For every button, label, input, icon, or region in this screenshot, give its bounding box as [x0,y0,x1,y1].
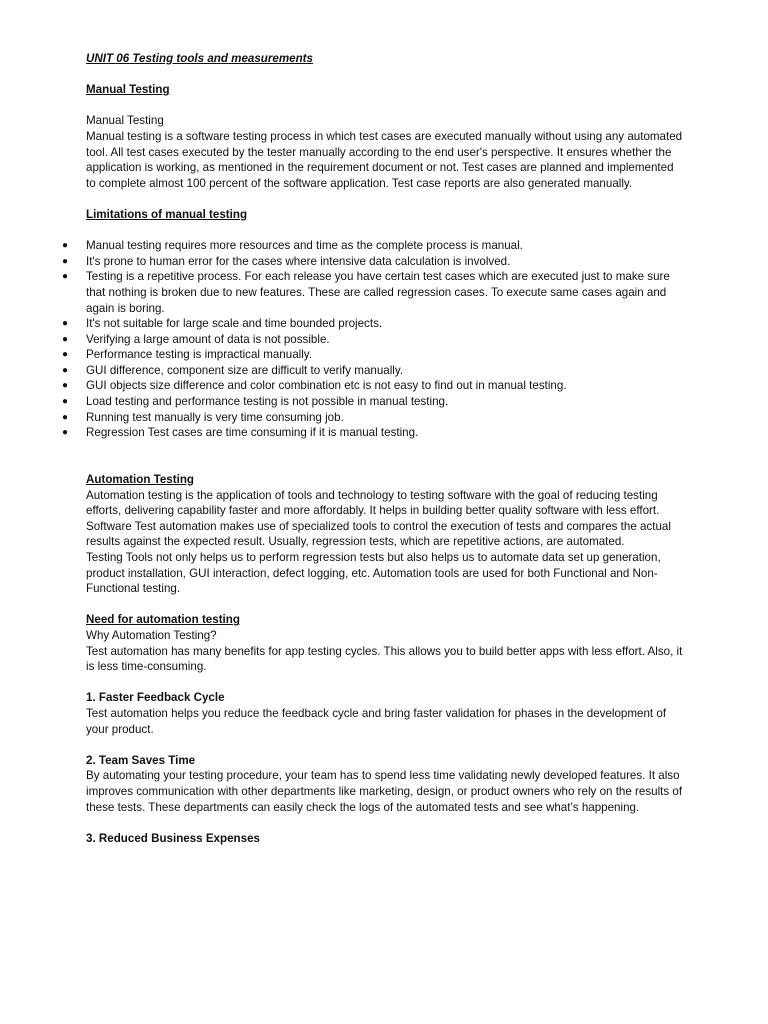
list-item-text: Regression Test cases are time consuming if it is manual testing. [86,426,419,440]
list-item-text: It's not suitable for large scale and time bounded projects. [86,317,383,331]
list-item-text: Manual testing requires more resources and time as the complete process is manual. [86,239,523,253]
limitations-heading: Limitations of manual testing [86,207,248,221]
list-item-text: Performance testing is impractical manually. [86,348,312,362]
section-body: Test automation helps you reduce the feedback cycle and bring faster validation for phases in the development of your product. [86,706,667,736]
bullet-icon: ● [62,271,69,283]
list-item-text: Running test manually is very time consuming job. [86,410,344,424]
list-item-text: Verifying a large amount of data is not possible. [86,332,330,346]
automation-paragraph: Testing Tools not only helps us to perform regression tests but also helps us to automate data set up generation, product installation, GUI interaction, defect logging, etc. Automation tools are used for both Functional and Non-Functional testing. [86,551,661,596]
list-item [62,425,686,441]
spacer [86,441,686,472]
list-item [62,410,686,426]
need-question: Why Automation Testing? [86,628,217,642]
limitations-list [62,238,686,441]
bullet-icon: ● [62,318,69,330]
bullet-icon: ● [62,364,69,376]
automation-paragraph: Automation testing is the application of tools and technology to testing software with the goal of reducing testing efforts, delivering capability faster and more affordably. It helps in building better quality software with less effort. [86,488,660,518]
list-item [62,394,686,410]
automation-paragraph: Software Test automation makes use of specialized tools to control the execution of tests and compares the actual results against the expected result. Usually, regression tests, which are repetitive actions, are automated. [86,519,671,549]
section-heading: 3. Reduced Business Expenses [86,831,260,845]
spacer [86,98,686,114]
spacer [86,223,686,239]
document-title: UNIT 06 Testing tools and measurements [86,52,313,65]
automation-testing-heading: Automation Testing [86,473,194,487]
bullet-icon: ● [62,380,69,392]
spacer [86,737,686,753]
bullet-icon: ● [62,255,69,267]
list-item-text: It's prone to human error for the cases where intensive data calculation is involved. [86,254,511,268]
document-content [62,51,686,846]
list-item [62,269,686,316]
list-item-text: Testing is a repetitive process. For each release you have certain test cases which are executed just to make sure that nothing is broken due to new features. These are called regression cases. To execute same cases again and again is boring. [86,270,670,315]
manual-testing-subheading: Manual Testing [86,114,164,128]
list-item [62,332,686,348]
spacer [86,67,686,83]
section-heading: 2. Team Saves Time [86,753,196,767]
list-item-text: GUI difference, component size are difficult to verify manually. [86,363,404,377]
need-heading: Need for automation testing [86,613,240,627]
bullet-icon: ● [62,427,69,439]
spacer [86,675,686,691]
list-item [62,238,686,254]
bullet-icon: ● [62,349,69,361]
list-item-text: Load testing and performance testing is not possible in manual testing. [86,395,449,409]
need-body: Test automation has many benefits for app testing cycles. This allows you to build better apps with less effort. Also, it is less time-consuming. [86,644,683,674]
list-item [62,316,686,332]
bullet-icon: ● [62,396,69,408]
list-item-text: GUI objects size difference and color combination etc is not easy to find out in manual testing. [86,379,567,393]
list-item [62,254,686,270]
bullet-icon: ● [62,333,69,345]
bullet-icon: ● [62,411,69,423]
spacer [86,597,686,613]
spacer [86,815,686,831]
section-heading: 1. Faster Feedback Cycle [86,691,225,705]
manual-testing-body: Manual testing is a software testing process in which test cases are executed manually without using any automated tool. All test cases executed by the tester manually according to the end user's perspective. It ensures whether the application is working, as mentioned in the requirement document or not. Test cases are planned and implemented to complete almost 100 percent of the software application. Test case reports are also generated manually. [86,129,683,190]
manual-testing-heading: Manual Testing [86,83,170,97]
spacer [86,191,686,207]
list-item [62,378,686,394]
list-item [62,363,686,379]
section-body: By automating your testing procedure, your team has to spend less time validating newly developed features. It also improves communication with other departments like marketing, design, or product owners who rely on the results of these tests. These departments can easily check the logs of the automated tests and see what’s happening. [86,769,683,814]
list-item [62,347,686,363]
bullet-icon: ● [62,240,69,252]
